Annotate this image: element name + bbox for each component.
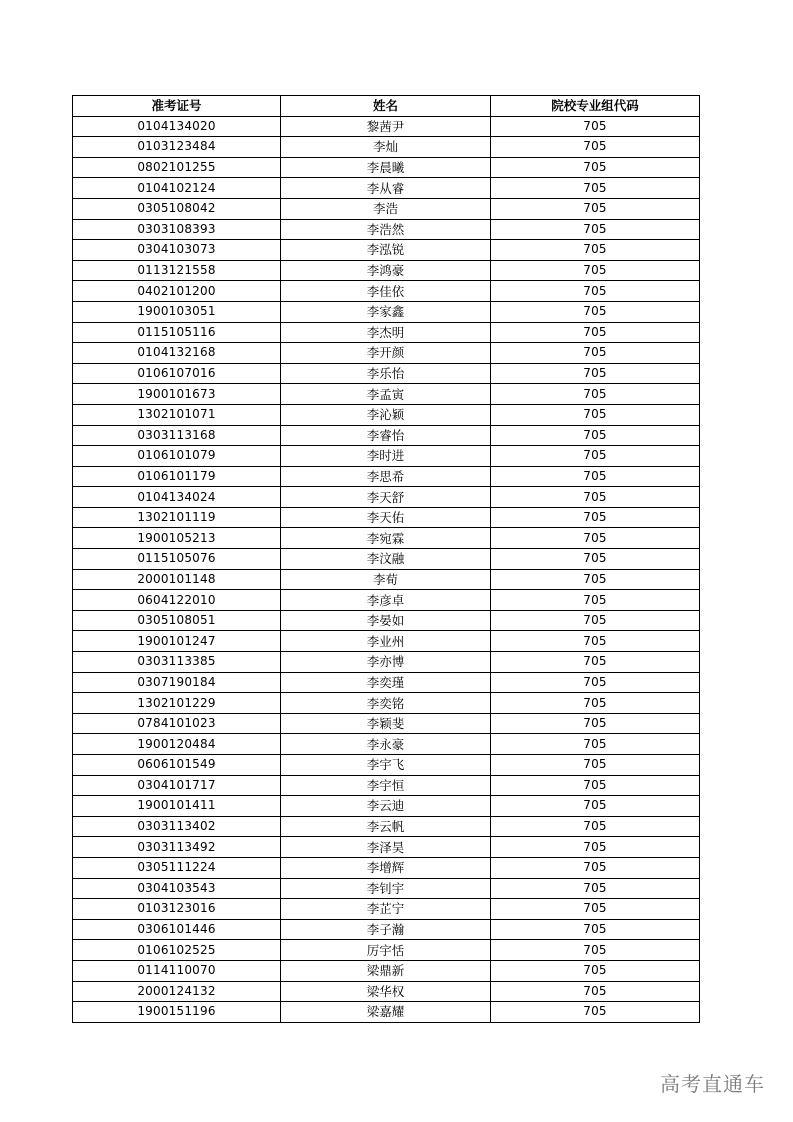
table-row	[73, 281, 700, 302]
cell-name: 李业州	[281, 631, 491, 652]
table-header-row	[73, 96, 700, 117]
admission-roster-table	[72, 95, 700, 1023]
cell-name: 李家鑫	[281, 301, 491, 322]
cell-exam-id: 0303113492	[73, 837, 281, 858]
table-row	[73, 960, 700, 981]
cell-group-code: 705	[491, 549, 700, 570]
cell-exam-id: 1900120484	[73, 734, 281, 755]
table-row	[73, 507, 700, 528]
table-row	[73, 940, 700, 961]
table-row	[73, 528, 700, 549]
cell-name: 李浩然	[281, 219, 491, 240]
cell-group-code: 705	[491, 528, 700, 549]
cell-exam-id: 0303108393	[73, 219, 281, 240]
table-row	[73, 713, 700, 734]
cell-exam-id: 1900101673	[73, 384, 281, 405]
cell-exam-id: 0104134020	[73, 116, 281, 137]
cell-name: 李晨曦	[281, 157, 491, 178]
table-row	[73, 384, 700, 405]
cell-exam-id: 0305108042	[73, 198, 281, 219]
cell-exam-id: 0104134024	[73, 487, 281, 508]
table-row	[73, 198, 700, 219]
cell-name: 李孟寅	[281, 384, 491, 405]
table-row	[73, 878, 700, 899]
cell-name: 李从睿	[281, 178, 491, 199]
cell-name: 黎茜尹	[281, 116, 491, 137]
cell-name: 李永豪	[281, 734, 491, 755]
cell-name: 李浩	[281, 198, 491, 219]
cell-exam-id: 2000124132	[73, 981, 281, 1002]
cell-name: 李沁颖	[281, 404, 491, 425]
table-row	[73, 672, 700, 693]
cell-group-code: 705	[491, 301, 700, 322]
cell-name: 李宛霖	[281, 528, 491, 549]
cell-group-code: 705	[491, 755, 700, 776]
cell-group-code: 705	[491, 610, 700, 631]
table-row	[73, 837, 700, 858]
cell-name: 李泽昊	[281, 837, 491, 858]
cell-name: 李乐怡	[281, 363, 491, 384]
cell-exam-id: 0106101079	[73, 446, 281, 467]
table-row	[73, 734, 700, 755]
cell-exam-id: 1900101247	[73, 631, 281, 652]
table-row	[73, 260, 700, 281]
header-name: 姓名	[281, 96, 491, 117]
cell-group-code: 705	[491, 446, 700, 467]
cell-exam-id: 0114110070	[73, 960, 281, 981]
cell-name: 梁鼎新	[281, 960, 491, 981]
cell-exam-id: 1900105213	[73, 528, 281, 549]
cell-exam-id: 1900101411	[73, 796, 281, 817]
cell-exam-id: 0303113402	[73, 816, 281, 837]
cell-group-code: 705	[491, 260, 700, 281]
cell-group-code: 705	[491, 857, 700, 878]
cell-exam-id: 2000101148	[73, 569, 281, 590]
cell-exam-id: 0304101717	[73, 775, 281, 796]
table-row	[73, 816, 700, 837]
cell-exam-id: 1302101071	[73, 404, 281, 425]
cell-exam-id: 0304103073	[73, 240, 281, 261]
table-body	[73, 116, 700, 1022]
cell-group-code: 705	[491, 734, 700, 755]
cell-name: 李天佑	[281, 507, 491, 528]
table-row	[73, 755, 700, 776]
table-row	[73, 301, 700, 322]
cell-exam-id: 1302101119	[73, 507, 281, 528]
table-row	[73, 981, 700, 1002]
cell-group-code: 705	[491, 240, 700, 261]
cell-group-code: 705	[491, 363, 700, 384]
cell-name: 李荀	[281, 569, 491, 590]
cell-group-code: 705	[491, 816, 700, 837]
cell-name: 李晏如	[281, 610, 491, 631]
cell-group-code: 705	[491, 281, 700, 302]
cell-exam-id: 0115105076	[73, 549, 281, 570]
cell-exam-id: 0306101446	[73, 919, 281, 940]
table-row	[73, 178, 700, 199]
cell-group-code: 705	[491, 878, 700, 899]
cell-group-code: 705	[491, 981, 700, 1002]
cell-name: 李宇飞	[281, 755, 491, 776]
cell-name: 梁华权	[281, 981, 491, 1002]
cell-group-code: 705	[491, 960, 700, 981]
cell-name: 李彦卓	[281, 590, 491, 611]
cell-name: 李子瀚	[281, 919, 491, 940]
cell-group-code: 705	[491, 157, 700, 178]
cell-name: 李亦博	[281, 652, 491, 673]
table-row	[73, 610, 700, 631]
cell-name: 李杰明	[281, 322, 491, 343]
table-row	[73, 343, 700, 364]
cell-group-code: 705	[491, 1002, 700, 1023]
cell-exam-id: 0104132168	[73, 343, 281, 364]
cell-name: 李芷宁	[281, 899, 491, 920]
table-row	[73, 466, 700, 487]
table-row	[73, 549, 700, 570]
cell-exam-id: 0606101549	[73, 755, 281, 776]
table-row	[73, 693, 700, 714]
cell-name: 李灿	[281, 137, 491, 158]
cell-group-code: 705	[491, 404, 700, 425]
cell-name: 李增辉	[281, 857, 491, 878]
cell-group-code: 705	[491, 713, 700, 734]
cell-group-code: 705	[491, 919, 700, 940]
cell-name: 李钊宇	[281, 878, 491, 899]
cell-group-code: 705	[491, 507, 700, 528]
table-row	[73, 569, 700, 590]
cell-group-code: 705	[491, 837, 700, 858]
cell-exam-id: 0307190184	[73, 672, 281, 693]
table-row	[73, 652, 700, 673]
cell-name: 梁嘉耀	[281, 1002, 491, 1023]
cell-group-code: 705	[491, 487, 700, 508]
watermark-text: 高考直通车	[660, 1072, 765, 1096]
cell-exam-id: 0115105116	[73, 322, 281, 343]
cell-exam-id: 0103123016	[73, 899, 281, 920]
cell-group-code: 705	[491, 219, 700, 240]
roster-sheet	[72, 95, 699, 1023]
table-row	[73, 322, 700, 343]
table-row	[73, 137, 700, 158]
header-group-code: 院校专业组代码	[491, 96, 700, 117]
cell-name: 李鸿豪	[281, 260, 491, 281]
table-row	[73, 116, 700, 137]
cell-exam-id: 0113121558	[73, 260, 281, 281]
cell-group-code: 705	[491, 590, 700, 611]
cell-name: 李奕瑾	[281, 672, 491, 693]
cell-group-code: 705	[491, 137, 700, 158]
table-row	[73, 899, 700, 920]
table-row	[73, 857, 700, 878]
cell-group-code: 705	[491, 198, 700, 219]
cell-group-code: 705	[491, 899, 700, 920]
table-row	[73, 919, 700, 940]
cell-exam-id: 1900103051	[73, 301, 281, 322]
table-row	[73, 446, 700, 467]
cell-name: 李睿怡	[281, 425, 491, 446]
cell-exam-id: 0103123484	[73, 137, 281, 158]
cell-exam-id: 0106102525	[73, 940, 281, 961]
cell-exam-id: 0104102124	[73, 178, 281, 199]
header-exam-id: 准考证号	[73, 96, 281, 117]
cell-group-code: 705	[491, 569, 700, 590]
table-row	[73, 796, 700, 817]
cell-exam-id: 0402101200	[73, 281, 281, 302]
cell-name: 李佳依	[281, 281, 491, 302]
cell-group-code: 705	[491, 631, 700, 652]
table-row	[73, 1002, 700, 1023]
cell-group-code: 705	[491, 384, 700, 405]
cell-exam-id: 0303113385	[73, 652, 281, 673]
cell-name: 李云迪	[281, 796, 491, 817]
cell-exam-id: 0304103543	[73, 878, 281, 899]
table-row	[73, 631, 700, 652]
cell-group-code: 705	[491, 322, 700, 343]
cell-exam-id: 1900151196	[73, 1002, 281, 1023]
cell-name: 李颖斐	[281, 713, 491, 734]
cell-group-code: 705	[491, 775, 700, 796]
table-row	[73, 240, 700, 261]
cell-group-code: 705	[491, 466, 700, 487]
cell-group-code: 705	[491, 425, 700, 446]
table-row	[73, 487, 700, 508]
cell-name: 李汶融	[281, 549, 491, 570]
cell-exam-id: 0303113168	[73, 425, 281, 446]
cell-group-code: 705	[491, 693, 700, 714]
cell-group-code: 705	[491, 178, 700, 199]
cell-exam-id: 0604122010	[73, 590, 281, 611]
cell-name: 李奕铭	[281, 693, 491, 714]
cell-exam-id: 0305108051	[73, 610, 281, 631]
cell-name: 李宇恒	[281, 775, 491, 796]
cell-exam-id: 0784101023	[73, 713, 281, 734]
cell-name: 李泓锐	[281, 240, 491, 261]
table-row	[73, 404, 700, 425]
cell-exam-id: 0305111224	[73, 857, 281, 878]
cell-group-code: 705	[491, 796, 700, 817]
cell-exam-id: 0106101179	[73, 466, 281, 487]
cell-group-code: 705	[491, 343, 700, 364]
table-row	[73, 157, 700, 178]
cell-name: 李云帆	[281, 816, 491, 837]
cell-name: 李时进	[281, 446, 491, 467]
table-row	[73, 363, 700, 384]
cell-exam-id: 1302101229	[73, 693, 281, 714]
cell-group-code: 705	[491, 940, 700, 961]
cell-exam-id: 0106107016	[73, 363, 281, 384]
cell-name: 厉宇恬	[281, 940, 491, 961]
cell-name: 李思希	[281, 466, 491, 487]
cell-name: 李天舒	[281, 487, 491, 508]
table-row	[73, 219, 700, 240]
table-row	[73, 425, 700, 446]
cell-group-code: 705	[491, 652, 700, 673]
cell-group-code: 705	[491, 672, 700, 693]
cell-group-code: 705	[491, 116, 700, 137]
cell-name: 李开颜	[281, 343, 491, 364]
table-row	[73, 775, 700, 796]
table-row	[73, 590, 700, 611]
cell-exam-id: 0802101255	[73, 157, 281, 178]
